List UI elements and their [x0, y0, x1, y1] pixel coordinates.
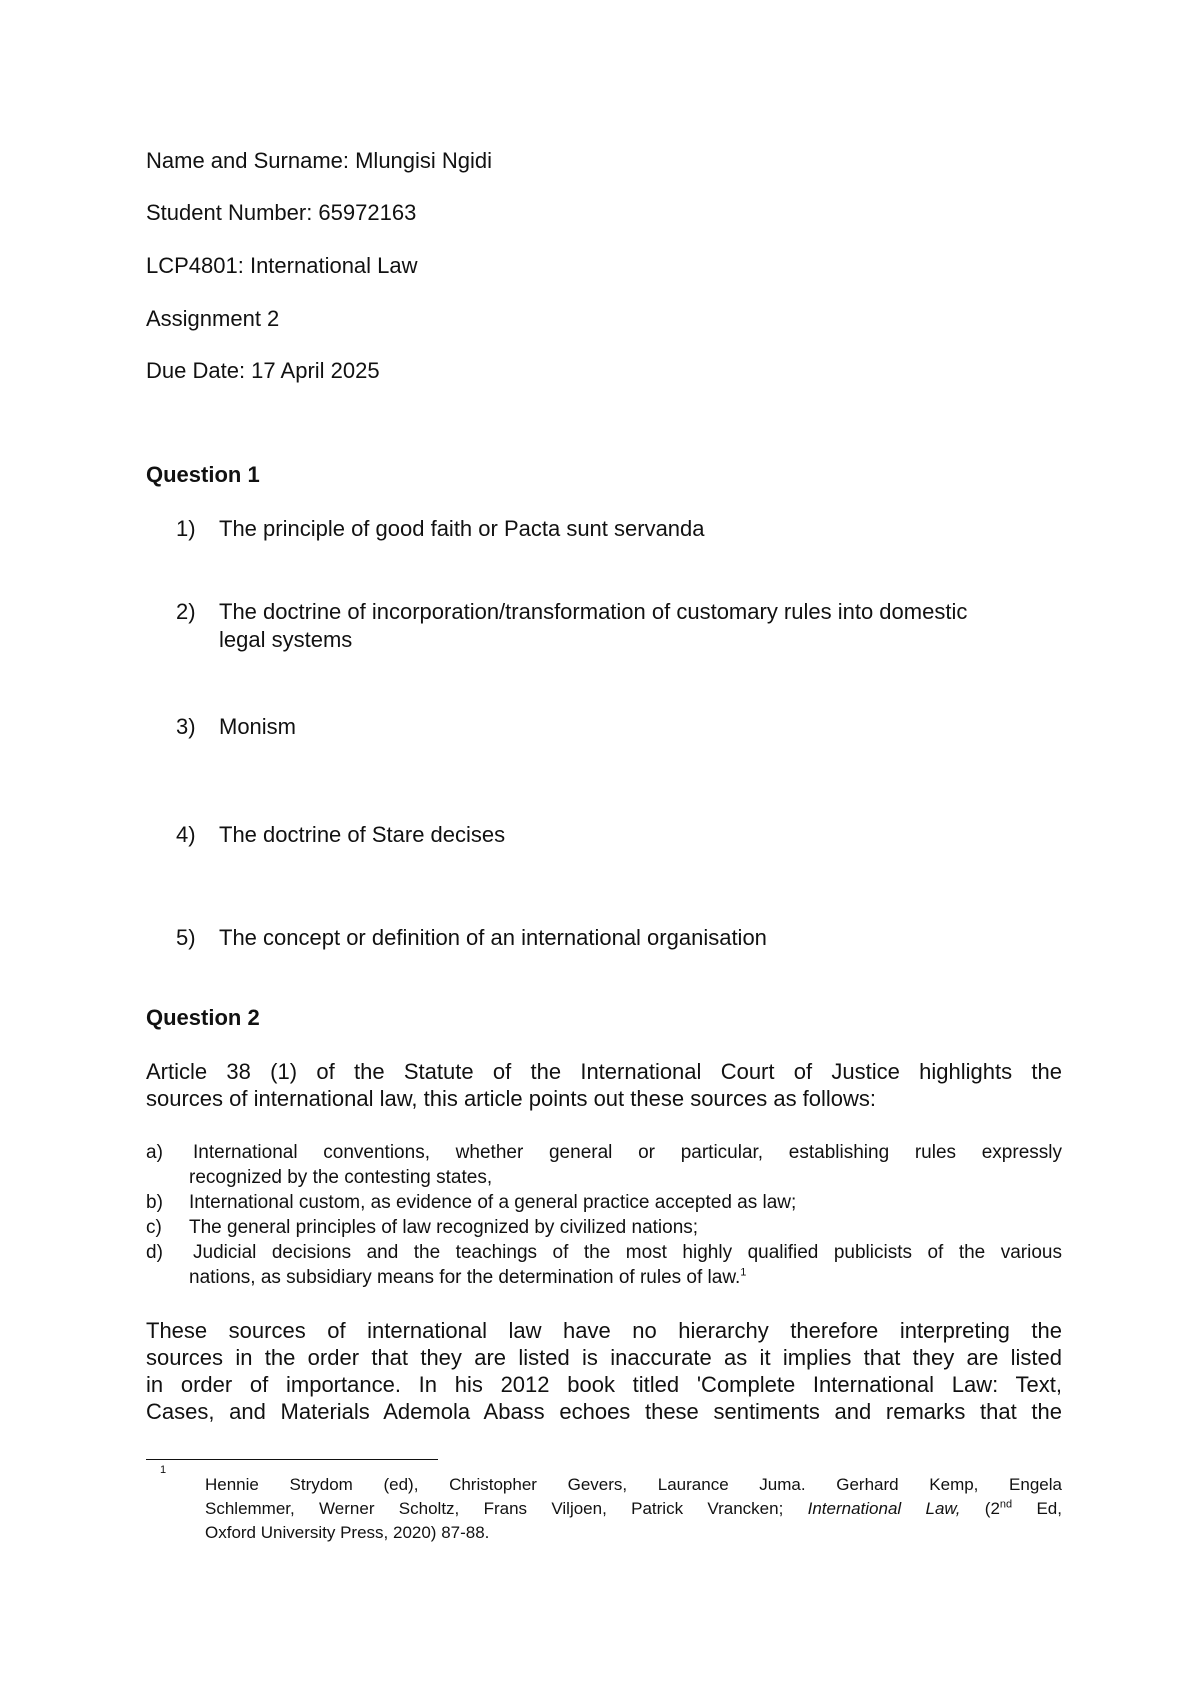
- assignment-title: Assignment 2: [146, 306, 280, 331]
- q2-list-text-continued: recognized by the contesting states,: [189, 1167, 493, 1188]
- q2-intro-line: sources of international law, this article points out these sources as follows:: [146, 1086, 877, 1111]
- q2-body-line: These sources of international law have no hierarchy therefore interpreting the: [146, 1318, 1062, 1343]
- footnote-edition: (2: [960, 1499, 1000, 1518]
- student-name: Name and Surname: Mlungisi Ngidi: [146, 148, 493, 173]
- q1-item-text: The concept or definition of an international organisation: [219, 925, 767, 950]
- q2-intro-line: Article 38 (1) of the Statute of the International Court of Justice highlights the: [146, 1059, 1062, 1084]
- q1-item-text: Monism: [219, 714, 297, 739]
- q2-list-text: Judicial decisions and the teachings of the most highly qualified publicists of the various: [193, 1242, 1062, 1263]
- footnote-authors: Schlemmer, Werner Scholtz, Frans Viljoen, Patrick Vrancken;: [205, 1499, 808, 1518]
- due-date: Due Date: 17 April 2025: [146, 358, 380, 383]
- footnote-line: Hennie Strydom (ed), Christopher Gevers, Laurance Juma. Gerhard Kemp, Engela: [205, 1475, 1062, 1494]
- footnote-line: [205, 1497, 1062, 1520]
- footnote-edition-end: Ed,: [1012, 1499, 1062, 1518]
- footnote-reference: 1: [740, 1266, 747, 1279]
- q1-item-text: The doctrine of Stare decises: [219, 822, 506, 847]
- q1-item-text-continued: legal systems: [219, 627, 353, 652]
- q2-list-letter: b): [146, 1192, 163, 1213]
- q2-list-letter: a): [146, 1142, 163, 1163]
- q1-item-text: The principle of good faith or Pacta sunt servanda: [219, 516, 705, 541]
- q1-item-number: 3): [176, 714, 196, 739]
- q2-list-text-end: nations, as subsidiary means for the determination of rules of law.: [189, 1267, 741, 1288]
- q2-list-letter: d): [146, 1242, 163, 1263]
- q2-body-line: Cases, and Materials Ademola Abass echoes these sentiments and remarks that the: [146, 1399, 1062, 1424]
- q2-list-text: International conventions, whether general or particular, establishing rules expressly: [193, 1142, 1062, 1163]
- q2-body-line: sources in the order that they are listed is inaccurate as it implies that they are listed: [146, 1345, 1062, 1370]
- footnote-marker: 1: [160, 1464, 167, 1476]
- q1-item-number: 1): [176, 516, 196, 541]
- module-code: LCP4801: International Law: [146, 253, 418, 278]
- footnote-book-title: International Law,: [807, 1499, 961, 1518]
- footnote-line: Oxford University Press, 2020) 87-88.: [205, 1523, 490, 1542]
- q2-body-line: in order of importance. In his 2012 book titled 'Complete International Law: Text,: [146, 1372, 1062, 1397]
- student-number: Student Number: 65972163: [146, 200, 417, 225]
- q2-list-text: The general principles of law recognized by civilized nations;: [189, 1217, 699, 1238]
- q1-item-number: 4): [176, 822, 196, 847]
- q2-list-text: International custom, as evidence of a general practice accepted as law;: [189, 1192, 797, 1213]
- question2-heading: Question 2: [146, 1005, 260, 1030]
- q1-item-text: The doctrine of incorporation/transformation of customary rules into domestic: [219, 599, 968, 624]
- q1-item-number: 2): [176, 599, 196, 624]
- footnote-edition-suffix: nd: [999, 1498, 1013, 1511]
- q2-list-text-continued: [189, 1265, 1062, 1290]
- question1-heading: Question 1: [146, 462, 260, 487]
- q2-list-letter: c): [146, 1217, 162, 1238]
- footnote-separator: [146, 1459, 438, 1460]
- q1-item-number: 5): [176, 925, 196, 950]
